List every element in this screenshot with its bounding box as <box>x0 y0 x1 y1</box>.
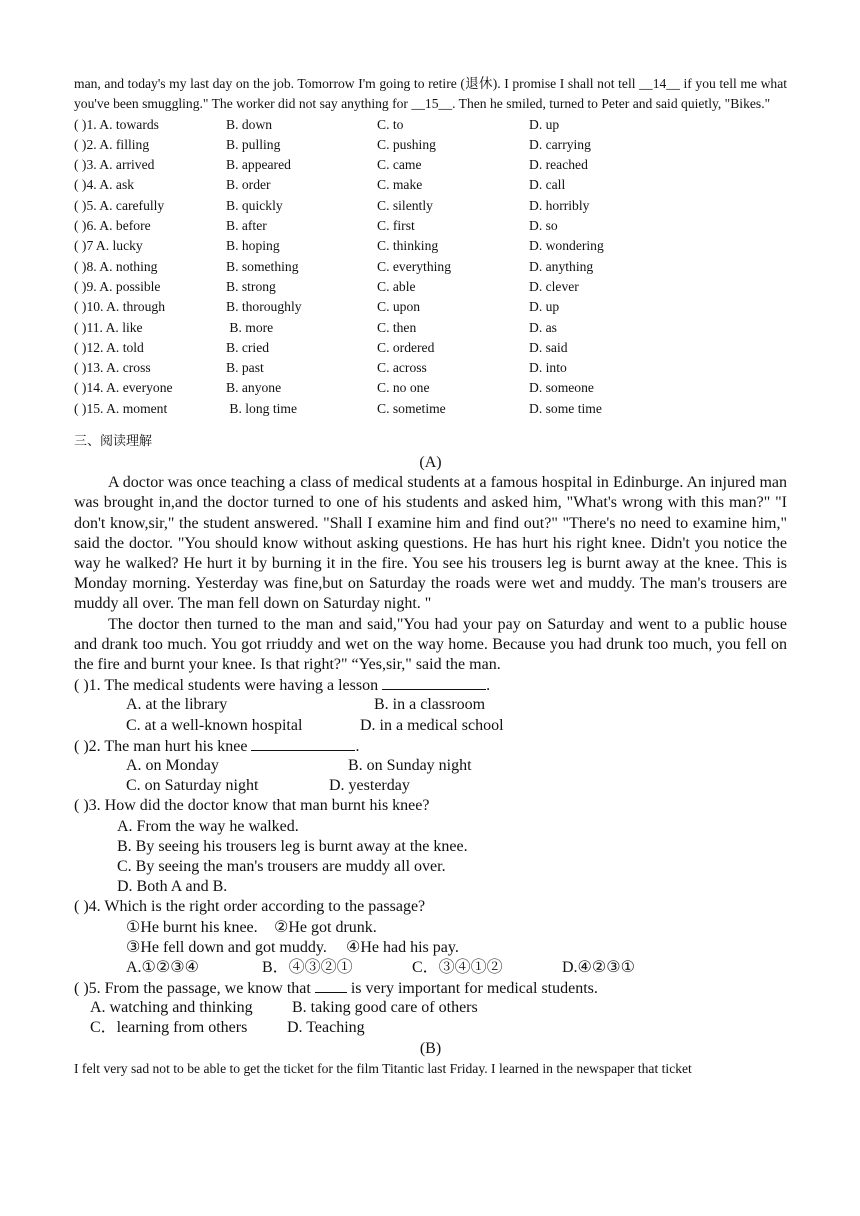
question-options: A. on Monday B. on Sunday night <box>126 757 472 775</box>
passage-b-text: I felt very sad not to be able to get the ticket for the film Titantic last Friday. I learned in the newspaper that ticket <box>74 1060 692 1076</box>
section-title: 三、阅读理解 <box>74 434 153 450</box>
answer-blank <box>251 736 355 751</box>
option-row: ( )9. A. possible B. strong C. able D. clever <box>74 278 579 294</box>
passage-a <box>74 453 787 1059</box>
question-2: ( )2. The man hurt his knee . <box>74 737 360 755</box>
passage-label: (A) <box>419 454 442 472</box>
question-1: ( )1. The medical students were having a lesson . <box>74 677 491 695</box>
option-row: ( )15. A. moment B. long time C. sometime D. some time <box>74 400 602 416</box>
passage-paragraph: The doctor then turned to the man and said,"You had your pay on Saturday and went to a public house and drank too much. You got rriuddy and wet on the way home. Because you had drunk too much, you fell on the fire and burnt your knee. Is that right?" “Yes,sir," said the man. <box>74 615 787 674</box>
passage-label: (B) <box>419 1039 442 1057</box>
question-options: A.①②③④ B．④③②① C．③④①② D.④②③① <box>126 958 635 976</box>
option-row: ( )3. A. arrived B. appeared C. came D. reached <box>74 157 588 173</box>
question-option: A. From the way he walked. <box>117 817 299 835</box>
question-options: C. at a well-known hospital D. in a medical school <box>126 716 504 734</box>
question-4: ( )4. Which is the right order according to the passage? <box>74 898 426 916</box>
order-events: ③He fell down and got muddy. ④He had his pay. <box>126 938 459 956</box>
document-page <box>74 74 787 1079</box>
question-option: B. By seeing his trousers leg is burnt away at the knee. <box>117 837 468 855</box>
option-row: ( )6. A. before B. after C. first D. so <box>74 218 558 234</box>
option-row: ( )13. A. cross B. past C. across D. into <box>74 360 567 376</box>
passage-continuation: man, and today's my last day on the job. Tomorrow I'm going to retire (退休). I promise I shall not tell __14__ if you tell me what you've been smuggling." The worker did not say anything for __15__. Then he smiled, turned to Peter and said quietly, "Bikes." <box>74 76 787 112</box>
question-option: D. Both A and B. <box>117 878 228 896</box>
option-row: ( )8. A. nothing B. something C. everything D. anything <box>74 258 594 274</box>
question-options: A. watching and thinking B. taking good care of others <box>90 999 478 1017</box>
option-row: ( )2. A. filling B. pulling C. pushing D. carrying <box>74 136 591 152</box>
question-3: ( )3. How did the doctor know that man burnt his knee? <box>74 797 430 815</box>
cloze-options <box>74 115 787 419</box>
question-options: A. at the library B. in a classroom <box>126 696 486 714</box>
option-row: ( )4. A. ask B. order C. make D. call <box>74 177 566 193</box>
answer-blank <box>315 978 347 993</box>
option-row: ( )12. A. told B. cried C. ordered D. said <box>74 339 568 355</box>
answer-blank <box>382 675 486 690</box>
question-options: C．learning from others D. Teaching <box>90 1019 365 1037</box>
question-5: ( )5. From the passage, we know that is very important for medical students. <box>74 980 598 998</box>
option-row: ( )5. A. carefully B. quickly C. silently D. horribly <box>74 197 590 213</box>
passage-paragraph: A doctor was once teaching a class of medical students at a famous hospital in Edinburge. An injured man was brought in,and the doctor turned to one of his students and asked him, "What's wrong with this man?" "I don't know,sir," the student answered. "Shall I examine him and find out?" "There's no need to examine him," said the doctor. "You should know without asking questions. He has hurt his right knee. Didn't you notice the way he walked? He hurt it by burning it in the fire. You see his trousers leg is burnt away at the knee. This is Monday morning. Yesterday was fine,but on Saturday the roads were wet and muddy. The man's trousers are muddy all over. The man fell down on Saturday night. " <box>74 474 787 613</box>
option-row: ( )10. A. through B. thoroughly C. upon D. up <box>74 299 560 315</box>
option-row: ( )7 A. lucky B. hoping C. thinking D. wondering <box>74 238 604 254</box>
option-row: ( )14. A. everyone B. anyone C. no one D. someone <box>74 380 594 396</box>
order-events: ①He burnt his knee. ②He got drunk. <box>126 918 377 936</box>
option-row: ( )11. A. like B. more C. then D. as <box>74 319 557 335</box>
question-options: C. on Saturday night D. yesterday <box>126 777 410 795</box>
option-row: ( )1. A. towards B. down C. to D. up <box>74 116 560 132</box>
question-option: C. By seeing the man's trousers are muddy all over. <box>117 857 446 875</box>
